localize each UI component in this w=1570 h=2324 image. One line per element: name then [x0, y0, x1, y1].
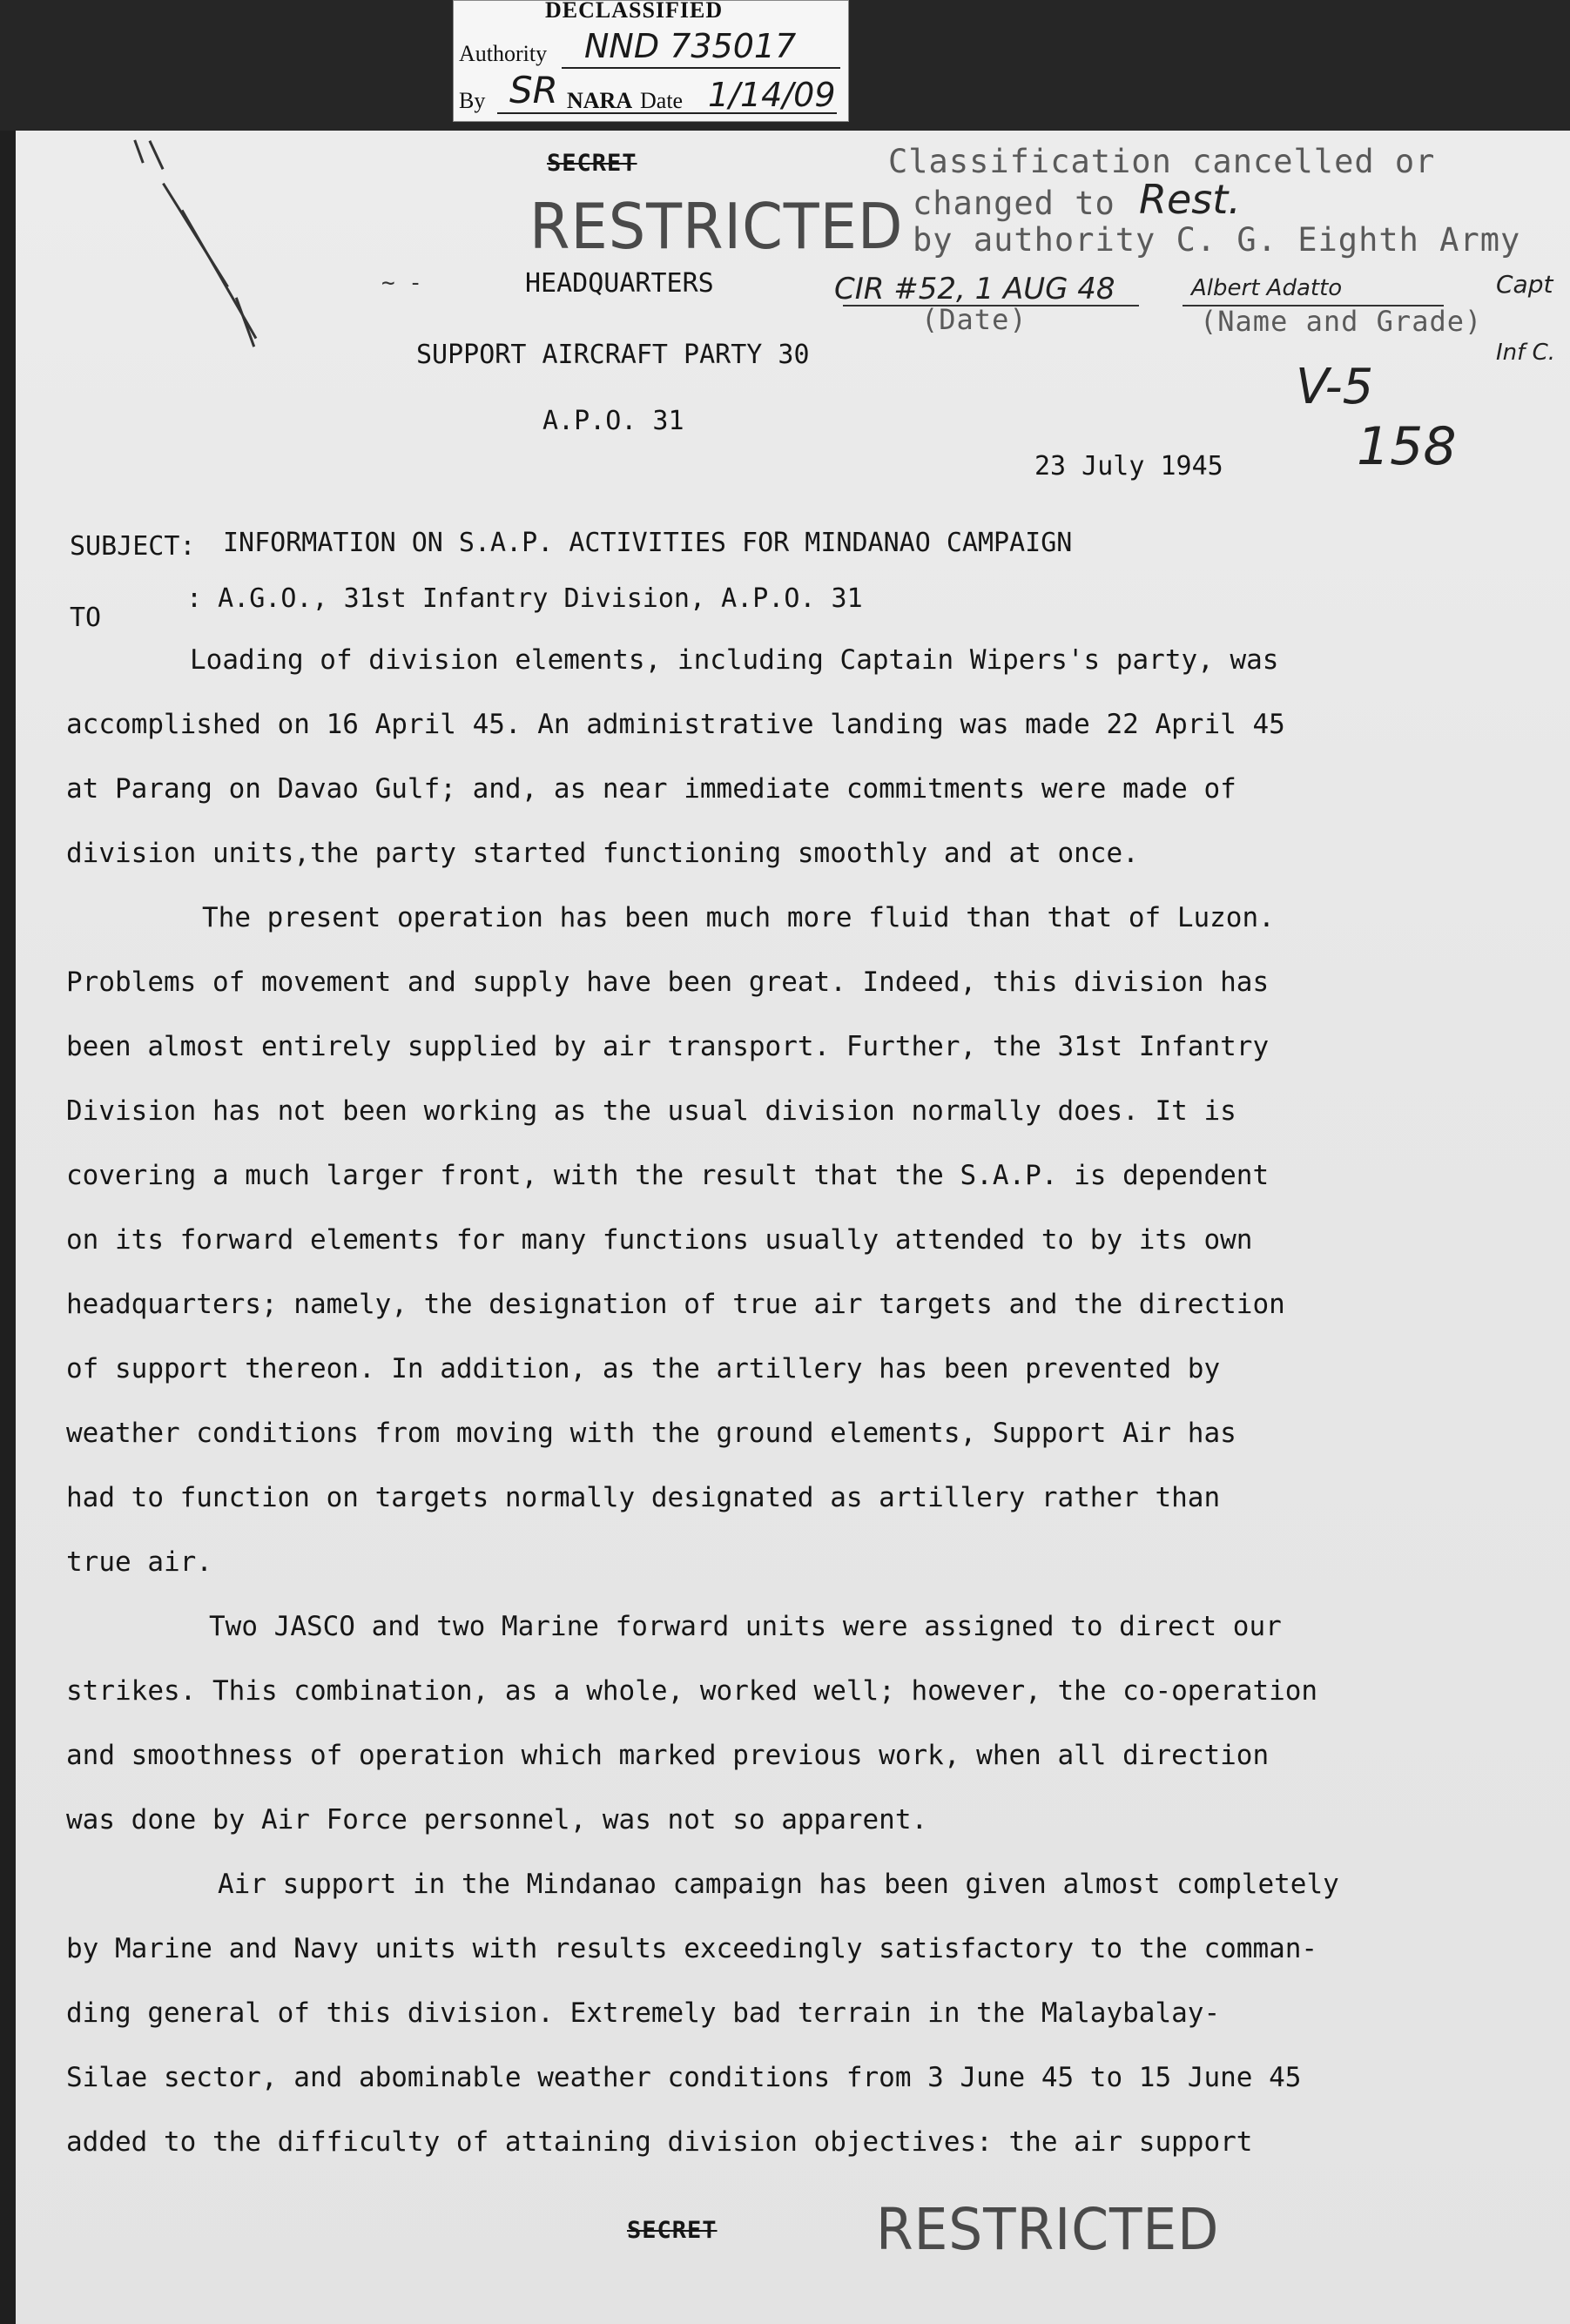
- body-line: The present operation has been much more fluid than that of Luzon.: [202, 902, 1275, 933]
- subject-text: INFORMATION ON S.A.P. ACTIVITIES FOR MINDANAO CAMPAIGN: [223, 528, 1073, 558]
- org-unit: SUPPORT AIRCRAFT PARTY 30: [416, 340, 810, 370]
- body-line: at Parang on Davao Gulf; and, as near immediate commitments were made of: [66, 773, 1236, 805]
- body-line: Loading of division elements, including Captain Wipers's party, was: [190, 644, 1279, 676]
- body-line: Division has not been working as the usual division normally does. It is: [66, 1095, 1236, 1127]
- body-line: headquarters; namely, the designation of true air targets and the direction: [66, 1289, 1285, 1320]
- date-label: Date: [640, 88, 684, 113]
- classification-note-line3: by authority C. G. Eighth Army: [913, 221, 1521, 259]
- classification-note-hand: Rest.: [1139, 176, 1241, 223]
- body-line: been almost entirely supplied by air transport. Further, the 31st Infantry: [66, 1031, 1270, 1062]
- handwritten-rank: Capt: [1496, 270, 1553, 299]
- restricted-stamp-bottom: RESTRICTED: [876, 2196, 1220, 2263]
- secret-mark-top: SECRET: [547, 150, 637, 177]
- to-text: : A.G.O., 31st Infantry Division, A.P.O. 31: [186, 583, 863, 614]
- classification-note-line1: Classification cancelled or: [888, 143, 1436, 180]
- body-line: Problems of movement and supply have been great. Indeed, this division has: [66, 967, 1270, 998]
- org-headquarters: HEADQUARTERS: [525, 268, 714, 299]
- document-page: [16, 131, 1570, 2324]
- body-line: and smoothness of operation which marked previous work, when all direction: [66, 1740, 1270, 1771]
- body-line: weather conditions from moving with the ground elements, Support Air has: [66, 1418, 1236, 1449]
- date-value: 1/14/09: [708, 76, 836, 114]
- body-line: Air support in the Mindanao campaign has been given almost completely: [218, 1869, 1339, 1900]
- to-label: TO: [70, 603, 102, 633]
- authority-label: Authority: [459, 41, 548, 66]
- body-line: ding general of this division. Extremely bad terrain in the Malaybalay-: [66, 1997, 1221, 2029]
- declassified-title: DECLASSIFIED: [545, 0, 724, 23]
- file-number: V-5: [1296, 359, 1374, 415]
- by-value: SR: [509, 69, 558, 111]
- body-line: Two JASCO and two Marine forward units were assigned to direct our: [209, 1611, 1282, 1642]
- date-caption: (Date): [921, 303, 1028, 336]
- pencil-mark: [133, 139, 144, 163]
- secret-mark-bottom: SECRET: [627, 2217, 718, 2244]
- dash-mark: ~ -: [381, 270, 422, 296]
- org-apo: A.P.O. 31: [542, 406, 684, 436]
- body-line: of support thereon. In addition, as the artillery has been prevented by: [66, 1353, 1221, 1384]
- declassification-stamp: [453, 0, 849, 122]
- handwritten-signer: Albert Adatto: [1191, 275, 1343, 301]
- handwritten-branch: Inf C.: [1496, 340, 1555, 366]
- authority-value: NND 735017: [584, 27, 797, 65]
- agency-label: NARA: [567, 88, 633, 113]
- name-caption: (Name and Grade): [1200, 305, 1483, 338]
- by-label: By: [459, 88, 486, 113]
- pencil-mark: [149, 140, 165, 170]
- subject-label: SUBJECT:: [70, 531, 196, 562]
- body-line: Silae sector, and abominable weather conditions from 3 June 45 to 15 June 45: [66, 2062, 1302, 2093]
- page-number: 158: [1357, 416, 1457, 477]
- body-line: accomplished on 16 April 45. An administrative landing was made 22 April 45: [66, 709, 1285, 740]
- body-line: division units,the party started functioning smoothly and at once.: [66, 838, 1139, 869]
- body-line: by Marine and Navy units with results exceedingly satisfactory to the comman-: [66, 1933, 1318, 1964]
- body-line: was done by Air Force personnel, was not so apparent.: [66, 1804, 928, 1836]
- memo-date: 23 July 1945: [1034, 451, 1223, 482]
- restricted-stamp-top: RESTRICTED: [529, 190, 904, 263]
- classification-note-line2: changed to: [913, 185, 1115, 222]
- handwritten-reference: CIR #52, 1 AUG 48: [834, 272, 1115, 306]
- body-line: on its forward elements for many functions usually attended to by its own: [66, 1224, 1253, 1256]
- body-line: covering a much larger front, with the result that the S.A.P. is dependent: [66, 1160, 1270, 1191]
- body-line: strikes. This combination, as a whole, worked well; however, the co-operation: [66, 1675, 1318, 1707]
- authority-underline: [562, 67, 840, 69]
- body-line: true air.: [66, 1546, 212, 1578]
- body-line: had to function on targets normally designated as artillery rather than: [66, 1482, 1221, 1513]
- body-line: added to the difficulty of attaining division objectives: the air support: [66, 2126, 1253, 2158]
- pencil-mark: [235, 297, 255, 347]
